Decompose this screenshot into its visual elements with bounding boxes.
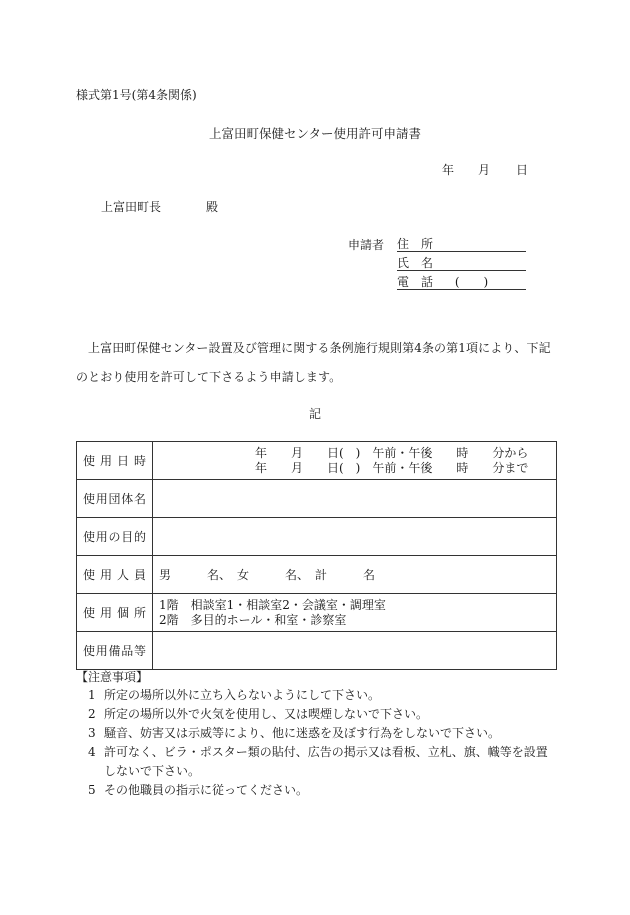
header-purpose (83, 528, 146, 545)
date-year: 年 (442, 163, 455, 177)
equipment-cell[interactable] (153, 632, 557, 670)
header-char: 時 (133, 454, 146, 468)
header-char: 体 (121, 492, 134, 506)
row-header (77, 632, 153, 670)
note-item (88, 705, 558, 724)
datetime-from: 年 月 日( ) 午前・午後 時 分から (255, 445, 529, 460)
table-row (77, 518, 557, 556)
note-number: 3 (88, 726, 96, 740)
header-char: 個 (116, 606, 129, 620)
purpose-cell[interactable] (153, 518, 557, 556)
datetime-cell[interactable] (153, 442, 557, 480)
header-char: 用 (99, 454, 112, 468)
location-floor-2: 2階 多目的ホール・和室・診察室 (159, 612, 347, 627)
phone-label: 電 話 (397, 275, 434, 289)
note-item (88, 743, 558, 781)
datetime-to: 年 月 日( ) 午前・午後 時 分まで (255, 460, 529, 475)
header-char: 使 (83, 454, 96, 468)
applicant-label: 申請者 (348, 238, 385, 252)
note-number: 1 (88, 688, 96, 702)
usage-table (76, 441, 557, 670)
page-title: 上富田町保健センター使用許可申請書 (208, 126, 421, 141)
header-char: 用 (95, 530, 108, 544)
location-cell[interactable] (153, 594, 557, 632)
headcount-text: 男 名、 女 名、 計 名 (159, 568, 376, 582)
header-char: 用 (95, 492, 108, 506)
header-char: 備 (108, 644, 121, 658)
table-row (77, 556, 557, 594)
table-row (77, 632, 557, 670)
header-char: 品 (121, 644, 134, 658)
row-header (77, 442, 153, 480)
note-text: 許可なく、ビラ・ポスター類の貼付、広告の掲示又は看板、立札、旗、幟等を設置しないで下さい。 (104, 745, 548, 778)
group-name-cell[interactable] (153, 480, 557, 518)
location-floor-1: 1階 相談室1・相談室2・会議室・調理室 (159, 597, 386, 612)
phone-field[interactable] (397, 273, 526, 290)
phone-paren: ( ) (454, 275, 489, 289)
header-location (83, 604, 146, 621)
date-day: 日 (516, 163, 529, 177)
note-text: その他職員の指示に従ってください。 (104, 783, 309, 797)
note-number: 5 (88, 783, 96, 797)
headcount-cell[interactable] (153, 556, 557, 594)
note-number: 4 (88, 745, 96, 759)
notes-list (88, 686, 558, 800)
header-char: 所 (133, 606, 146, 620)
addressee: 上富田町長 (101, 200, 162, 214)
date-month: 月 (478, 163, 491, 177)
honorific: 殿 (206, 200, 219, 214)
header-char: 日 (116, 454, 129, 468)
header-char: 団 (108, 492, 121, 506)
note-number: 2 (88, 707, 96, 721)
header-char: 等 (133, 644, 146, 658)
note-item (88, 724, 558, 743)
header-char: 使 (83, 644, 96, 658)
note-text: 騒音、妨害又は示威等により、他に迷惑を及ぼす行為をしないで下さい。 (104, 726, 501, 740)
header-char: 員 (133, 568, 146, 582)
header-char: 使 (83, 492, 96, 506)
form-number: 様式第1号(第4条関係) (76, 88, 197, 102)
header-char: 目 (121, 530, 134, 544)
header-headcount (83, 566, 146, 583)
date-line (442, 161, 528, 178)
header-char: 人 (116, 568, 129, 582)
header-char: 用 (95, 644, 108, 658)
header-usage-datetime (83, 452, 146, 469)
name-field[interactable] (397, 254, 526, 271)
header-equipment (83, 642, 146, 659)
header-char: 的 (133, 530, 146, 544)
header-char: 用 (99, 568, 112, 582)
row-header (77, 594, 153, 632)
header-char: 用 (99, 606, 112, 620)
note-item (88, 781, 558, 800)
table-row (77, 594, 557, 632)
header-char: 使 (83, 606, 96, 620)
application-statement: 上富田町保健センター設置及び管理に関する条例施行規則第4条の第1項により、下記のとおり使用を許可して下さるよう申請します。 (76, 341, 551, 384)
address-label: 住 所 (397, 237, 434, 251)
note-text: 所定の場所以外に立ち入らないようにして下さい。 (104, 688, 381, 702)
row-header (77, 480, 153, 518)
table-row (77, 442, 557, 480)
ki-heading: 記 (308, 407, 321, 421)
address-field[interactable] (397, 235, 526, 252)
name-label: 氏 名 (397, 256, 434, 270)
note-text: 所定の場所以外で火気を使用し、又は喫煙しないで下さい。 (104, 707, 429, 721)
header-char: 使 (83, 568, 96, 582)
table-row (77, 480, 557, 518)
note-item (88, 686, 558, 705)
header-char: の (108, 530, 121, 544)
row-header (77, 556, 153, 594)
header-group-name (83, 490, 146, 507)
row-header (77, 518, 153, 556)
notes-title: 【注意事項】 (76, 670, 149, 684)
header-char: 名 (133, 492, 146, 506)
header-char: 使 (83, 530, 96, 544)
